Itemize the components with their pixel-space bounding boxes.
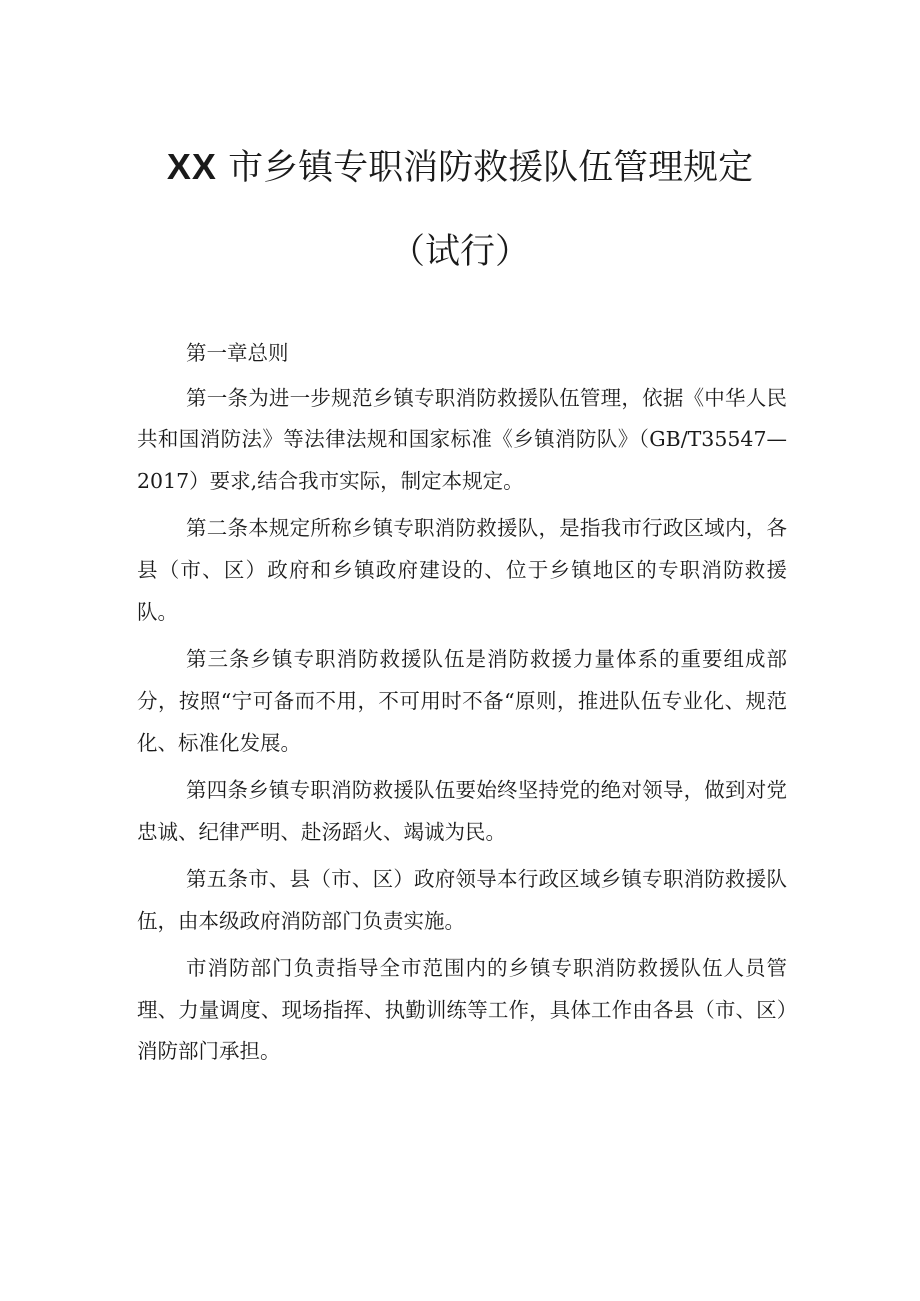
document-title-prefix: XX [166,146,217,187]
article-1: 第一条为进一步规范乡镇专职消防救援队伍管理，依据《中华人民共和国消防法》等法律法规和国家标准《乡镇消防队》（GB/T35547—2017）要求,结合我市实际，制定本规定。 [137,385,787,494]
document-body [137,333,787,1079]
article-2: 第二条本规定所称乡镇专职消防救援队，是指我市行政区域内，各县（市、区）政府和乡镇政府建设的、位于乡镇地区的专职消防救援队。 [137,516,787,624]
document-subtitle: （试行） [389,232,530,272]
document-title [0,140,920,190]
chapter-heading: 第一章总则 [186,341,289,365]
article-5: 第五条市、县（市、区）政府领导本行政区域乡镇专职消防救援队伍，由本级政府消防部门负责实施。 [137,866,787,933]
article-5-paragraph-2: 市消防部门负责指导全市范围内的乡镇专职消防救援队伍人员管理、力量调度、现场指挥、执勤训练等工作，具体工作由各县（市、区）消防部门承担。 [137,955,787,1064]
article-4: 第四条乡镇专职消防救援队伍要始终坚持党的绝对领导，做到对党忠诚、纪律严明、赴汤蹈火、竭诚为民。 [137,777,787,844]
article-3: 第三条乡镇专职消防救援队伍是消防救援力量体系的重要组成部分，按照“宁可备而不用，不可用时不备“原则，推进队伍专业化、规范化、标准化发展。 [137,647,787,755]
document-title-text: 市乡镇专职消防救援队伍管理规定 [228,148,754,188]
